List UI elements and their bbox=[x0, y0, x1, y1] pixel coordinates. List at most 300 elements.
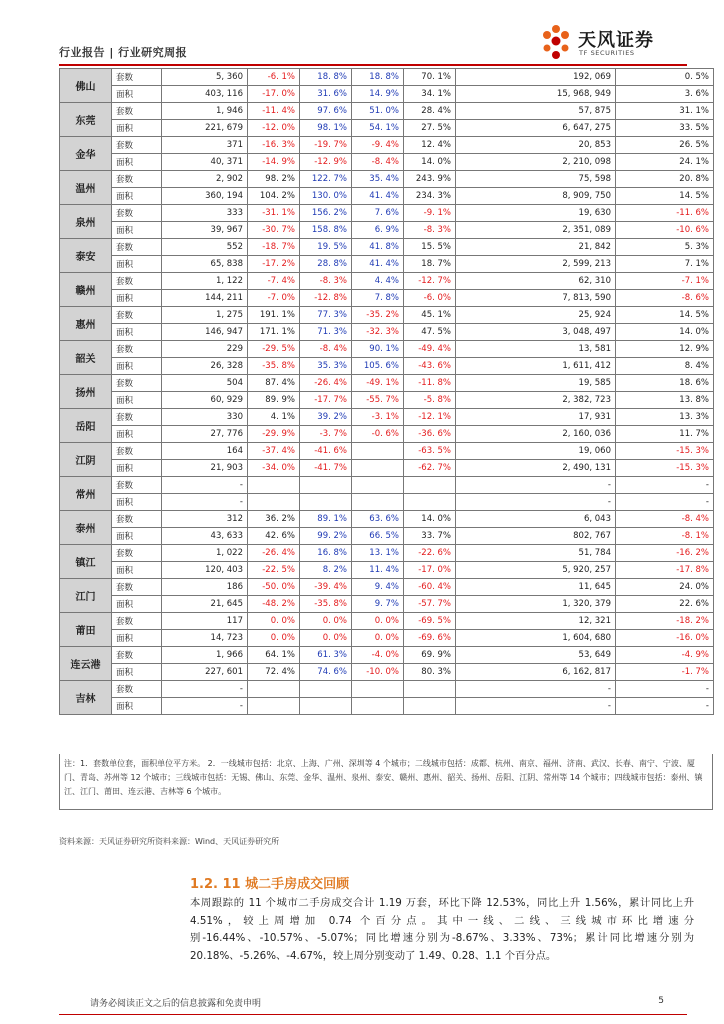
table-row bbox=[60, 426, 714, 443]
table-row bbox=[60, 239, 714, 256]
table-cell: 13. 8% bbox=[616, 392, 714, 409]
table-row bbox=[60, 698, 714, 715]
table-cell: 2, 490, 131 bbox=[456, 460, 616, 477]
metric-label: 面积 bbox=[112, 120, 162, 137]
table-cell: -19. 7% bbox=[300, 137, 352, 154]
table-cell: 13. 1% bbox=[352, 545, 404, 562]
table-cell: 43, 633 bbox=[162, 528, 248, 545]
table-cell: -35. 8% bbox=[300, 596, 352, 613]
table-cell: 1, 275 bbox=[162, 307, 248, 324]
table-cell: 87. 4% bbox=[248, 375, 300, 392]
table-cell: 28. 8% bbox=[300, 256, 352, 273]
city-name: 泰安 bbox=[60, 239, 112, 273]
table-cell bbox=[300, 477, 352, 494]
table-cell: 1, 611, 412 bbox=[456, 358, 616, 375]
table-cell: 57, 875 bbox=[456, 103, 616, 120]
table-cell: 35. 4% bbox=[352, 171, 404, 188]
table-cell: -7. 0% bbox=[248, 290, 300, 307]
table-cell: 1, 946 bbox=[162, 103, 248, 120]
table-note: 注：1．套数单位套，面积单位平方米。 2．一线城市包括：北京、上海、广州、深圳等 4 个城市；二线城市包括：成都、杭州、南京、福州、济南、武汉、长春、南宁、宁波、厦门、青岛、苏州等 12 个城市；三线城市包括：无锡、佛山、东莞、金华、温州、泉州、泰安、赣州、惠州、韶关、扬州、岳阳、江阴、常州等 14 个城市；四线城市包括：泰州、镇江、江门、莆田、连云港、吉林等 6 个城市。 bbox=[59, 754, 713, 810]
table-cell: 5, 920, 257 bbox=[456, 562, 616, 579]
city-name: 惠州 bbox=[60, 307, 112, 341]
section-title: 1.2. 11 城二手房成交回顾 bbox=[190, 877, 350, 892]
table-cell: 6. 9% bbox=[352, 222, 404, 239]
table-cell: -8. 1% bbox=[616, 528, 714, 545]
city-name: 江门 bbox=[60, 579, 112, 613]
table-cell: -26. 4% bbox=[248, 545, 300, 562]
table-cell: 80. 3% bbox=[404, 664, 456, 681]
table-cell: 19, 630 bbox=[456, 205, 616, 222]
table-cell: -17. 0% bbox=[248, 86, 300, 103]
metric-label: 套数 bbox=[112, 205, 162, 222]
table-cell: 6, 043 bbox=[456, 511, 616, 528]
table-cell: -8. 4% bbox=[300, 341, 352, 358]
table-cell: 33. 5% bbox=[616, 120, 714, 137]
table-cell: 89. 1% bbox=[300, 511, 352, 528]
table-row bbox=[60, 443, 714, 460]
table-cell bbox=[352, 443, 404, 460]
table-cell: 53, 649 bbox=[456, 647, 616, 664]
city-name: 温州 bbox=[60, 171, 112, 205]
table-row bbox=[60, 681, 714, 698]
table-cell: 3. 6% bbox=[616, 86, 714, 103]
metric-label: 套数 bbox=[112, 613, 162, 630]
table-row bbox=[60, 222, 714, 239]
city-name: 泰州 bbox=[60, 511, 112, 545]
table-cell: 8. 2% bbox=[300, 562, 352, 579]
table-cell: 0. 0% bbox=[352, 613, 404, 630]
table-cell: 21, 842 bbox=[456, 239, 616, 256]
table-cell: 64. 1% bbox=[248, 647, 300, 664]
table-cell: 15. 5% bbox=[404, 239, 456, 256]
table-cell: 20. 8% bbox=[616, 171, 714, 188]
table-cell: 36. 2% bbox=[248, 511, 300, 528]
table-cell: 2, 210, 098 bbox=[456, 154, 616, 171]
table-cell: 105. 6% bbox=[352, 358, 404, 375]
table-cell: 33. 7% bbox=[404, 528, 456, 545]
table-cell: -41. 6% bbox=[300, 443, 352, 460]
table-cell: 65, 838 bbox=[162, 256, 248, 273]
table-cell: 3, 048, 497 bbox=[456, 324, 616, 341]
table-cell: -37. 4% bbox=[248, 443, 300, 460]
table-cell: -48. 2% bbox=[248, 596, 300, 613]
metric-label: 套数 bbox=[112, 477, 162, 494]
table-cell: 0. 0% bbox=[248, 613, 300, 630]
metric-label: 套数 bbox=[112, 375, 162, 392]
header-divider bbox=[59, 64, 687, 66]
table-cell: -36. 6% bbox=[404, 426, 456, 443]
table-cell: 8. 4% bbox=[616, 358, 714, 375]
table-cell: -6. 1% bbox=[248, 69, 300, 86]
table-cell: 39, 967 bbox=[162, 222, 248, 239]
table-cell: 14. 9% bbox=[352, 86, 404, 103]
metric-label: 面积 bbox=[112, 664, 162, 681]
city-name: 莆田 bbox=[60, 613, 112, 647]
table-cell: -5. 8% bbox=[404, 392, 456, 409]
table-row bbox=[60, 69, 714, 86]
table-cell: -7. 1% bbox=[616, 273, 714, 290]
metric-label: 面积 bbox=[112, 494, 162, 511]
table-cell: 98. 2% bbox=[248, 171, 300, 188]
table-cell: 7. 8% bbox=[352, 290, 404, 307]
metric-label: 套数 bbox=[112, 579, 162, 596]
table-cell: -17. 2% bbox=[248, 256, 300, 273]
metric-label: 面积 bbox=[112, 698, 162, 715]
table-cell: 221, 679 bbox=[162, 120, 248, 137]
table-cell: 18. 8% bbox=[352, 69, 404, 86]
table-cell: 8, 909, 750 bbox=[456, 188, 616, 205]
table-cell: 25, 924 bbox=[456, 307, 616, 324]
table-cell: -35. 8% bbox=[248, 358, 300, 375]
table-cell: -10. 6% bbox=[616, 222, 714, 239]
metric-label: 面积 bbox=[112, 86, 162, 103]
table-cell: 7. 1% bbox=[616, 256, 714, 273]
table-cell: 2, 160, 036 bbox=[456, 426, 616, 443]
table-cell: 14. 0% bbox=[404, 511, 456, 528]
metric-label: 面积 bbox=[112, 256, 162, 273]
table-cell: -1. 7% bbox=[616, 664, 714, 681]
table-cell bbox=[352, 681, 404, 698]
table-cell: 74. 6% bbox=[300, 664, 352, 681]
table-cell: -49. 4% bbox=[404, 341, 456, 358]
table-cell: 98. 1% bbox=[300, 120, 352, 137]
logo-subtitle: TF SECURITIES bbox=[579, 49, 635, 57]
table-cell bbox=[352, 698, 404, 715]
table-cell: -22. 6% bbox=[404, 545, 456, 562]
table-cell: 69. 9% bbox=[404, 647, 456, 664]
table-cell: 5, 360 bbox=[162, 69, 248, 86]
table-cell: 120, 403 bbox=[162, 562, 248, 579]
metric-label: 套数 bbox=[112, 69, 162, 86]
metric-label: 套数 bbox=[112, 681, 162, 698]
footer-divider bbox=[59, 1014, 687, 1015]
table-cell: 4. 1% bbox=[248, 409, 300, 426]
table-cell: 0. 0% bbox=[300, 613, 352, 630]
table-cell: -16. 2% bbox=[616, 545, 714, 562]
table-cell: -41. 7% bbox=[300, 460, 352, 477]
table-cell: 15, 968, 949 bbox=[456, 86, 616, 103]
table-cell: 1, 604, 680 bbox=[456, 630, 616, 647]
table-row bbox=[60, 409, 714, 426]
table-cell: 2, 599, 213 bbox=[456, 256, 616, 273]
table-cell: -32. 3% bbox=[352, 324, 404, 341]
table-cell bbox=[248, 494, 300, 511]
table-cell: -29. 5% bbox=[248, 341, 300, 358]
table-cell: 24. 0% bbox=[616, 579, 714, 596]
metric-label: 面积 bbox=[112, 154, 162, 171]
metric-label: 面积 bbox=[112, 392, 162, 409]
table-cell: - bbox=[456, 477, 616, 494]
table-cell: 14, 723 bbox=[162, 630, 248, 647]
table-cell: - bbox=[162, 477, 248, 494]
table-cell: -9. 1% bbox=[404, 205, 456, 222]
table-cell: 40, 371 bbox=[162, 154, 248, 171]
table-cell: 35. 3% bbox=[300, 358, 352, 375]
city-name: 赣州 bbox=[60, 273, 112, 307]
table-cell: 54. 1% bbox=[352, 120, 404, 137]
table-cell: -22. 5% bbox=[248, 562, 300, 579]
metric-label: 面积 bbox=[112, 324, 162, 341]
table-cell: -12. 9% bbox=[300, 154, 352, 171]
metric-label: 面积 bbox=[112, 426, 162, 443]
metric-label: 套数 bbox=[112, 511, 162, 528]
table-cell: 1, 122 bbox=[162, 273, 248, 290]
table-cell: 19, 060 bbox=[456, 443, 616, 460]
table-cell: 12. 4% bbox=[404, 137, 456, 154]
table-row bbox=[60, 120, 714, 137]
table-cell: 0. 0% bbox=[300, 630, 352, 647]
table-cell: 47. 5% bbox=[404, 324, 456, 341]
table-cell: 403, 116 bbox=[162, 86, 248, 103]
table-row bbox=[60, 171, 714, 188]
table-cell: -15. 3% bbox=[616, 460, 714, 477]
table-row bbox=[60, 137, 714, 154]
table-cell: 12, 321 bbox=[456, 613, 616, 630]
table-cell: -39. 4% bbox=[300, 579, 352, 596]
table-row bbox=[60, 358, 714, 375]
metric-label: 面积 bbox=[112, 188, 162, 205]
table-row bbox=[60, 188, 714, 205]
city-name: 岳阳 bbox=[60, 409, 112, 443]
table-cell: 156. 2% bbox=[300, 205, 352, 222]
metric-label: 套数 bbox=[112, 545, 162, 562]
table-cell: 12. 9% bbox=[616, 341, 714, 358]
data-source: 资料来源：天风证券研究所资料来源：Wind、天风证券研究所 bbox=[59, 837, 280, 846]
table-cell: 243. 9% bbox=[404, 171, 456, 188]
table-cell: -8. 3% bbox=[300, 273, 352, 290]
table-row bbox=[60, 86, 714, 103]
table-cell: 164 bbox=[162, 443, 248, 460]
table-cell: 2, 351, 089 bbox=[456, 222, 616, 239]
table-cell: 26. 5% bbox=[616, 137, 714, 154]
table-cell: -55. 7% bbox=[352, 392, 404, 409]
logo-mark-icon bbox=[538, 24, 574, 62]
table-cell: -10. 0% bbox=[352, 664, 404, 681]
table-cell: 0. 0% bbox=[352, 630, 404, 647]
table-cell: -3. 7% bbox=[300, 426, 352, 443]
table-cell: 34. 1% bbox=[404, 86, 456, 103]
table-row bbox=[60, 630, 714, 647]
table-cell: 2, 902 bbox=[162, 171, 248, 188]
table-cell: 45. 1% bbox=[404, 307, 456, 324]
disclaimer-text: 请务必阅读正文之后的信息披露和免责申明 bbox=[90, 999, 262, 1009]
table-cell: 24. 1% bbox=[616, 154, 714, 171]
logo-name: 天风证券 bbox=[578, 30, 654, 51]
table-cell: -50. 0% bbox=[248, 579, 300, 596]
table-row bbox=[60, 664, 714, 681]
table-cell: -12. 1% bbox=[404, 409, 456, 426]
table-cell: 14. 5% bbox=[616, 307, 714, 324]
metric-label: 面积 bbox=[112, 358, 162, 375]
table-cell: 21, 903 bbox=[162, 460, 248, 477]
table-cell: 39. 2% bbox=[300, 409, 352, 426]
table-cell: - bbox=[162, 494, 248, 511]
table-cell: 333 bbox=[162, 205, 248, 222]
table-cell bbox=[352, 494, 404, 511]
table-cell: 144, 211 bbox=[162, 290, 248, 307]
table-cell: -62. 7% bbox=[404, 460, 456, 477]
table-cell: 41. 4% bbox=[352, 188, 404, 205]
table-cell: 14. 5% bbox=[616, 188, 714, 205]
table-cell: 1, 320, 379 bbox=[456, 596, 616, 613]
table-cell: 18. 8% bbox=[300, 69, 352, 86]
table-cell bbox=[352, 477, 404, 494]
table-cell: -4. 0% bbox=[352, 647, 404, 664]
table-row bbox=[60, 307, 714, 324]
table-cell: 21, 645 bbox=[162, 596, 248, 613]
table-cell: -8. 3% bbox=[404, 222, 456, 239]
table-cell: 51. 0% bbox=[352, 103, 404, 120]
table-cell: 61. 3% bbox=[300, 647, 352, 664]
table-cell: -17. 8% bbox=[616, 562, 714, 579]
table-cell: 18. 7% bbox=[404, 256, 456, 273]
table-cell: -8. 4% bbox=[352, 154, 404, 171]
table-cell: 7, 813, 590 bbox=[456, 290, 616, 307]
metric-label: 套数 bbox=[112, 409, 162, 426]
table-row bbox=[60, 545, 714, 562]
table-cell: 11, 645 bbox=[456, 579, 616, 596]
table-cell: -12. 0% bbox=[248, 120, 300, 137]
table-cell: -7. 4% bbox=[248, 273, 300, 290]
table-cell: -15. 3% bbox=[616, 443, 714, 460]
city-name: 扬州 bbox=[60, 375, 112, 409]
table-cell: -16. 0% bbox=[616, 630, 714, 647]
table-cell: - bbox=[162, 698, 248, 715]
table-cell: 19, 585 bbox=[456, 375, 616, 392]
table-cell bbox=[300, 681, 352, 698]
table-cell: - bbox=[456, 681, 616, 698]
table-cell: 0. 0% bbox=[248, 630, 300, 647]
table-cell: -16. 3% bbox=[248, 137, 300, 154]
table-cell: 19. 5% bbox=[300, 239, 352, 256]
table-cell bbox=[404, 494, 456, 511]
report-category: 行业报告 | 行业研究周报 bbox=[59, 46, 188, 59]
metric-label: 面积 bbox=[112, 222, 162, 239]
table-cell: 16. 8% bbox=[300, 545, 352, 562]
table-cell: 104. 2% bbox=[248, 188, 300, 205]
metric-label: 面积 bbox=[112, 596, 162, 613]
table-cell: 27, 776 bbox=[162, 426, 248, 443]
metric-label: 套数 bbox=[112, 171, 162, 188]
table-cell bbox=[352, 460, 404, 477]
table-cell: -63. 5% bbox=[404, 443, 456, 460]
city-name: 常州 bbox=[60, 477, 112, 511]
table-cell: 41. 4% bbox=[352, 256, 404, 273]
metric-label: 套数 bbox=[112, 273, 162, 290]
table-cell: 89. 9% bbox=[248, 392, 300, 409]
table-row bbox=[60, 579, 714, 596]
table-cell: -35. 2% bbox=[352, 307, 404, 324]
table-cell: 4. 4% bbox=[352, 273, 404, 290]
table-cell: -18. 2% bbox=[616, 613, 714, 630]
city-name: 泉州 bbox=[60, 205, 112, 239]
table-cell: -0. 6% bbox=[352, 426, 404, 443]
table-cell: -8. 4% bbox=[616, 511, 714, 528]
table-cell: -30. 7% bbox=[248, 222, 300, 239]
company-logo bbox=[538, 24, 688, 64]
table-cell: -12. 8% bbox=[300, 290, 352, 307]
table-cell: 72. 4% bbox=[248, 664, 300, 681]
table-cell: -60. 4% bbox=[404, 579, 456, 596]
table-cell: 802, 767 bbox=[456, 528, 616, 545]
table-cell bbox=[248, 681, 300, 698]
table-cell: -9. 4% bbox=[352, 137, 404, 154]
table-cell bbox=[404, 698, 456, 715]
table-cell: 158. 8% bbox=[300, 222, 352, 239]
table-cell: 191. 1% bbox=[248, 307, 300, 324]
table-cell: 171. 1% bbox=[248, 324, 300, 341]
table-cell: 330 bbox=[162, 409, 248, 426]
table-cell: -8. 6% bbox=[616, 290, 714, 307]
table-cell: 60, 929 bbox=[162, 392, 248, 409]
table-cell: 71. 3% bbox=[300, 324, 352, 341]
table-cell: 63. 6% bbox=[352, 511, 404, 528]
table-row bbox=[60, 154, 714, 171]
table-cell: 26, 328 bbox=[162, 358, 248, 375]
page-number: 5 bbox=[658, 996, 664, 1006]
table-row bbox=[60, 392, 714, 409]
table-row bbox=[60, 103, 714, 120]
table-cell bbox=[404, 681, 456, 698]
table-cell bbox=[248, 698, 300, 715]
table-cell: 27. 5% bbox=[404, 120, 456, 137]
table-cell: -57. 7% bbox=[404, 596, 456, 613]
city-name: 东莞 bbox=[60, 103, 112, 137]
city-name: 金华 bbox=[60, 137, 112, 171]
table-cell: 117 bbox=[162, 613, 248, 630]
table-row bbox=[60, 460, 714, 477]
table-cell: - bbox=[616, 494, 714, 511]
table-cell: 2, 382, 723 bbox=[456, 392, 616, 409]
table-cell: - bbox=[162, 681, 248, 698]
metric-label: 套数 bbox=[112, 137, 162, 154]
table-cell: 18. 6% bbox=[616, 375, 714, 392]
table-cell: 9. 7% bbox=[352, 596, 404, 613]
table-cell: 192, 069 bbox=[456, 69, 616, 86]
table-cell: 17, 931 bbox=[456, 409, 616, 426]
table-cell: -12. 7% bbox=[404, 273, 456, 290]
table-cell: - bbox=[616, 681, 714, 698]
table-row bbox=[60, 511, 714, 528]
table-cell: -4. 9% bbox=[616, 647, 714, 664]
table-row bbox=[60, 341, 714, 358]
table-cell: -14. 9% bbox=[248, 154, 300, 171]
table-cell: 31. 6% bbox=[300, 86, 352, 103]
table-cell: 7. 6% bbox=[352, 205, 404, 222]
table-cell: 70. 1% bbox=[404, 69, 456, 86]
city-name: 连云港 bbox=[60, 647, 112, 681]
metric-label: 套数 bbox=[112, 341, 162, 358]
city-name: 江阴 bbox=[60, 443, 112, 477]
table-cell: 20, 853 bbox=[456, 137, 616, 154]
table-cell: 75, 598 bbox=[456, 171, 616, 188]
metric-label: 套数 bbox=[112, 443, 162, 460]
table-cell: -3. 1% bbox=[352, 409, 404, 426]
table-cell: -69. 6% bbox=[404, 630, 456, 647]
table-cell: 13. 3% bbox=[616, 409, 714, 426]
table-cell: -17. 7% bbox=[300, 392, 352, 409]
table-cell: 11. 4% bbox=[352, 562, 404, 579]
city-name: 韶关 bbox=[60, 341, 112, 375]
table-cell: 22. 6% bbox=[616, 596, 714, 613]
table-cell: 312 bbox=[162, 511, 248, 528]
table-row bbox=[60, 596, 714, 613]
table-cell: - bbox=[456, 698, 616, 715]
table-cell: 5. 3% bbox=[616, 239, 714, 256]
table-cell: 41. 8% bbox=[352, 239, 404, 256]
table-row bbox=[60, 375, 714, 392]
city-name: 吉林 bbox=[60, 681, 112, 715]
